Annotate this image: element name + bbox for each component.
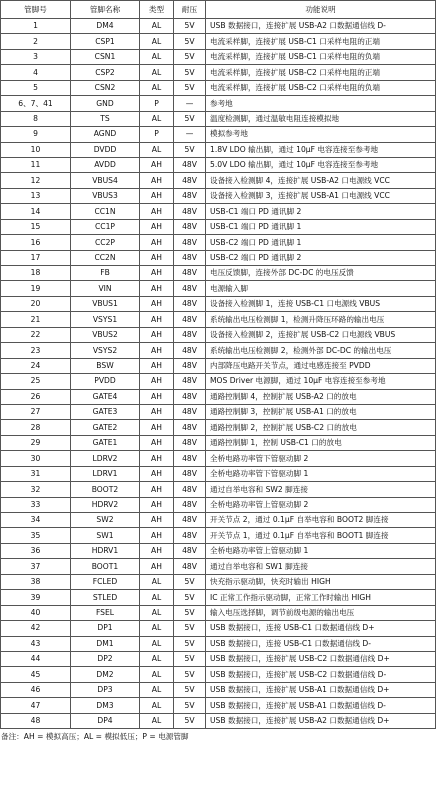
function-cell: 电流采样脚，连接扩展 USB-C1 口采样电阻的负端 xyxy=(206,49,436,64)
pin-name-cell: DM4 xyxy=(71,19,140,34)
function-cell: 5.0V LDO 输出脚，通过 10μF 电容连接至参考地 xyxy=(206,157,436,172)
function-cell: 通过自举电容和 SW2 脚连接 xyxy=(206,482,436,497)
function-cell: USB 数据接口，连接扩展 USB-C2 口数据通信线 D+ xyxy=(206,651,436,666)
pin-number-cell: 25 xyxy=(1,374,71,389)
function-cell: 全桥电路功率管上管驱动脚 2 xyxy=(206,497,436,512)
pin-name-cell: DM1 xyxy=(71,636,140,651)
pin-number-cell: 46 xyxy=(1,682,71,697)
pin-name-cell: HDRV2 xyxy=(71,497,140,512)
function-cell: USB 数据接口，连接 USB-C1 口数据通信线 D- xyxy=(206,636,436,651)
type-cell: AL xyxy=(140,651,174,666)
pin-number-cell: 38 xyxy=(1,574,71,589)
pin-number-cell: 21 xyxy=(1,312,71,327)
pin-name-cell: TS xyxy=(71,111,140,126)
pin-name-cell: VBUS1 xyxy=(71,296,140,311)
pin-name-cell: VSYS1 xyxy=(71,312,140,327)
pin-name-cell: LDRV2 xyxy=(71,451,140,466)
type-cell: AH xyxy=(140,451,174,466)
function-cell: USB-C2 端口 PD 通讯脚 2 xyxy=(206,250,436,265)
voltage-cell: 48V xyxy=(174,235,206,250)
voltage-cell: 5V xyxy=(174,65,206,80)
pin-number-cell: 26 xyxy=(1,389,71,404)
pin-number-cell: 27 xyxy=(1,404,71,419)
voltage-cell: 48V xyxy=(174,188,206,203)
function-cell: 电流采样脚，连接扩展 USB-C2 口采样电阻的负端 xyxy=(206,80,436,95)
voltage-cell: 5V xyxy=(174,49,206,64)
table-row xyxy=(1,636,436,651)
type-cell: AH xyxy=(140,513,174,528)
type-cell: AH xyxy=(140,358,174,373)
table-row xyxy=(1,142,436,157)
voltage-cell: 5V xyxy=(174,34,206,49)
voltage-cell: 48V xyxy=(174,543,206,558)
function-cell: 系统输出电压检测脚 1，检测升降压环路的输出电压 xyxy=(206,312,436,327)
type-cell: AH xyxy=(140,173,174,188)
pin-number-cell: 8 xyxy=(1,111,71,126)
type-cell: AL xyxy=(140,713,174,728)
header-voltage-rating: 耐压 xyxy=(174,1,206,19)
table-row xyxy=(1,235,436,250)
type-cell: AL xyxy=(140,698,174,713)
function-cell: 电流采样脚，连接扩展 USB-C2 口采样电阻的正端 xyxy=(206,65,436,80)
type-cell: AL xyxy=(140,34,174,49)
pin-number-cell: 48 xyxy=(1,713,71,728)
table-row xyxy=(1,574,436,589)
table-row xyxy=(1,374,436,389)
pin-name-cell: GND xyxy=(71,96,140,111)
function-cell: USB-C2 端口 PD 通讯脚 1 xyxy=(206,235,436,250)
voltage-cell: 48V xyxy=(174,528,206,543)
type-cell: AH xyxy=(140,528,174,543)
type-cell: AH xyxy=(140,219,174,234)
table-row xyxy=(1,65,436,80)
pin-name-cell: VBUS2 xyxy=(71,327,140,342)
type-cell: AH xyxy=(140,389,174,404)
pin-number-cell: 28 xyxy=(1,420,71,435)
voltage-cell: 48V xyxy=(174,312,206,327)
table-row xyxy=(1,127,436,142)
pin-number-cell: 23 xyxy=(1,343,71,358)
voltage-cell: 48V xyxy=(174,173,206,188)
table-row xyxy=(1,682,436,697)
function-cell: 通过自举电容和 SW1 脚连接 xyxy=(206,559,436,574)
function-cell: 快充指示驱动脚，快充时输出 HIGH xyxy=(206,574,436,589)
type-cell: AL xyxy=(140,636,174,651)
voltage-cell: 48V xyxy=(174,358,206,373)
table-row xyxy=(1,266,436,281)
voltage-cell: 48V xyxy=(174,389,206,404)
type-cell: AH xyxy=(140,266,174,281)
type-cell: AH xyxy=(140,343,174,358)
pin-number-cell: 32 xyxy=(1,482,71,497)
voltage-cell: 48V xyxy=(174,374,206,389)
voltage-cell: 48V xyxy=(174,513,206,528)
type-cell: AL xyxy=(140,667,174,682)
pin-name-cell: DP3 xyxy=(71,682,140,697)
function-cell: MOS Driver 电源脚，通过 10μF 电容连接至参考地 xyxy=(206,374,436,389)
table-row xyxy=(1,312,436,327)
type-cell: AL xyxy=(140,574,174,589)
type-cell: AH xyxy=(140,188,174,203)
type-cell: AH xyxy=(140,250,174,265)
pin-number-cell: 37 xyxy=(1,559,71,574)
function-cell: 设备接入检测脚 3，连接扩展 USB-A1 口电源线 VCC xyxy=(206,188,436,203)
function-cell: 通路控制脚 1，控制 USB-C1 口的放电 xyxy=(206,435,436,450)
voltage-cell: 48V xyxy=(174,157,206,172)
table-row xyxy=(1,621,436,636)
pin-name-cell: FCLED xyxy=(71,574,140,589)
type-cell: AH xyxy=(140,543,174,558)
function-cell: 通路控制脚 2，控制扩展 USB-C2 口的放电 xyxy=(206,420,436,435)
pin-name-cell: CC2N xyxy=(71,250,140,265)
pin-name-cell: CSN1 xyxy=(71,49,140,64)
function-cell: USB 数据接口，连接扩展 USB-C2 口数据通信线 D- xyxy=(206,667,436,682)
type-cell: P xyxy=(140,96,174,111)
header-pin-number: 管脚号 xyxy=(1,1,71,19)
pin-name-cell: HDRV1 xyxy=(71,543,140,558)
function-cell: USB-C1 端口 PD 通讯脚 2 xyxy=(206,204,436,219)
pin-name-cell: CC1N xyxy=(71,204,140,219)
function-cell: 模拟参考地 xyxy=(206,127,436,142)
type-cell: AH xyxy=(140,435,174,450)
type-cell: AH xyxy=(140,157,174,172)
pin-number-cell: 40 xyxy=(1,605,71,620)
type-cell: P xyxy=(140,127,174,142)
pin-number-cell: 3 xyxy=(1,49,71,64)
voltage-cell: 5V xyxy=(174,590,206,605)
table-row xyxy=(1,281,436,296)
table-row xyxy=(1,80,436,95)
type-cell: AL xyxy=(140,605,174,620)
table-row xyxy=(1,605,436,620)
pin-number-cell: 2 xyxy=(1,34,71,49)
type-cell: AH xyxy=(140,374,174,389)
pin-name-cell: AGND xyxy=(71,127,140,142)
pin-name-cell: FB xyxy=(71,266,140,281)
pin-name-cell: BOOT2 xyxy=(71,482,140,497)
pin-number-cell: 5 xyxy=(1,80,71,95)
type-cell: AL xyxy=(140,682,174,697)
voltage-cell: 48V xyxy=(174,559,206,574)
table-row xyxy=(1,651,436,666)
function-cell: 内部降压电路开关节点，通过电感连接至 PVDD xyxy=(206,358,436,373)
voltage-cell: 48V xyxy=(174,497,206,512)
voltage-cell: 48V xyxy=(174,482,206,497)
type-cell: AL xyxy=(140,590,174,605)
voltage-cell: 5V xyxy=(174,682,206,697)
table-row xyxy=(1,528,436,543)
voltage-cell: 48V xyxy=(174,404,206,419)
pin-name-cell: GATE2 xyxy=(71,420,140,435)
pin-name-cell: SW1 xyxy=(71,528,140,543)
table-row xyxy=(1,559,436,574)
voltage-cell: 48V xyxy=(174,327,206,342)
pin-name-cell: CSP2 xyxy=(71,65,140,80)
function-cell: IC 正常工作指示驱动脚，正常工作时输出 HIGH xyxy=(206,590,436,605)
function-cell: USB-C1 端口 PD 通讯脚 1 xyxy=(206,219,436,234)
voltage-cell: 5V xyxy=(174,636,206,651)
voltage-cell: 5V xyxy=(174,605,206,620)
pin-number-cell: 20 xyxy=(1,296,71,311)
pin-number-cell: 6、7、41 xyxy=(1,96,71,111)
pin-number-cell: 42 xyxy=(1,621,71,636)
function-cell: 通路控制脚 4，控制扩展 USB-A2 口的放电 xyxy=(206,389,436,404)
function-cell: USB 数据接口，连接 USB-C1 口数据通信线 D+ xyxy=(206,621,436,636)
function-cell: 1.8V LDO 输出脚，通过 10μF 电容连接至参考地 xyxy=(206,142,436,157)
voltage-cell: 5V xyxy=(174,713,206,728)
type-cell: AL xyxy=(140,621,174,636)
pin-name-cell: VBUS3 xyxy=(71,188,140,203)
table-row xyxy=(1,157,436,172)
pin-name-cell: VSYS2 xyxy=(71,343,140,358)
pin-name-cell: DM3 xyxy=(71,698,140,713)
type-cell: AH xyxy=(140,497,174,512)
type-cell: AL xyxy=(140,80,174,95)
function-cell: 全桥电路功率管下管驱动脚 1 xyxy=(206,466,436,481)
pin-number-cell: 43 xyxy=(1,636,71,651)
pin-name-cell: CSN2 xyxy=(71,80,140,95)
pin-name-cell: LDRV1 xyxy=(71,466,140,481)
pin-name-cell: SW2 xyxy=(71,513,140,528)
function-cell: 全桥电路功率管下管驱动脚 2 xyxy=(206,451,436,466)
pin-number-cell: 29 xyxy=(1,435,71,450)
pin-number-cell: 1 xyxy=(1,19,71,34)
pin-name-cell: STLED xyxy=(71,590,140,605)
voltage-cell: 48V xyxy=(174,219,206,234)
table-row xyxy=(1,34,436,49)
table-row xyxy=(1,327,436,342)
pin-name-cell: CC1P xyxy=(71,219,140,234)
function-cell: USB 数据接口，连接扩展 USB-A2 口数据通信线 D- xyxy=(206,19,436,34)
pin-name-cell: DP2 xyxy=(71,651,140,666)
function-cell: 系统输出电压检测脚 2，检测外部 DC-DC 的输出电压 xyxy=(206,343,436,358)
pin-number-cell: 24 xyxy=(1,358,71,373)
pin-name-cell: DP4 xyxy=(71,713,140,728)
table-row xyxy=(1,173,436,188)
function-cell: 通路控制脚 3，控制扩展 USB-A1 口的放电 xyxy=(206,404,436,419)
pin-name-cell: VBUS4 xyxy=(71,173,140,188)
table-row xyxy=(1,358,436,373)
function-cell: 设备接入检测脚 4，连接扩展 USB-A2 口电源线 VCC xyxy=(206,173,436,188)
pin-number-cell: 34 xyxy=(1,513,71,528)
table-row xyxy=(1,543,436,558)
table-row xyxy=(1,204,436,219)
function-cell: 开关节点 1，通过 0.1μF 自举电容和 BOOT1 脚连接 xyxy=(206,528,436,543)
pin-name-cell: PVDD xyxy=(71,374,140,389)
pin-number-cell: 45 xyxy=(1,667,71,682)
pin-number-cell: 10 xyxy=(1,142,71,157)
voltage-cell: 5V xyxy=(174,80,206,95)
function-cell: USB 数据接口，连接扩展 USB-A2 口数据通信线 D+ xyxy=(206,713,436,728)
pin-name-cell: DM2 xyxy=(71,667,140,682)
pin-number-cell: 36 xyxy=(1,543,71,558)
voltage-cell: 48V xyxy=(174,343,206,358)
type-cell: AH xyxy=(140,327,174,342)
pin-number-cell: 18 xyxy=(1,266,71,281)
pin-number-cell: 16 xyxy=(1,235,71,250)
function-cell: 电压反馈脚，连接外部 DC-DC 的电压反馈 xyxy=(206,266,436,281)
pin-name-cell: AVDD xyxy=(71,157,140,172)
pin-number-cell: 33 xyxy=(1,497,71,512)
voltage-cell: 5V xyxy=(174,651,206,666)
voltage-cell: 5V xyxy=(174,621,206,636)
pin-name-cell: CC2P xyxy=(71,235,140,250)
table-row xyxy=(1,219,436,234)
table-row xyxy=(1,296,436,311)
function-cell: 输入电压选择脚，调节前级电源的输出电压 xyxy=(206,605,436,620)
pin-name-cell: FSEL xyxy=(71,605,140,620)
pin-number-cell: 17 xyxy=(1,250,71,265)
type-cell: AL xyxy=(140,19,174,34)
voltage-cell: 48V xyxy=(174,281,206,296)
table-row xyxy=(1,49,436,64)
type-cell: AH xyxy=(140,404,174,419)
voltage-cell: 48V xyxy=(174,451,206,466)
voltage-cell: 5V xyxy=(174,667,206,682)
pin-number-cell: 44 xyxy=(1,651,71,666)
type-cell: AL xyxy=(140,49,174,64)
pin-name-cell: BSW xyxy=(71,358,140,373)
table-row xyxy=(1,466,436,481)
function-cell: 电源输入脚 xyxy=(206,281,436,296)
table-row xyxy=(1,698,436,713)
voltage-cell: 5V xyxy=(174,574,206,589)
table-row xyxy=(1,713,436,728)
table-row xyxy=(1,389,436,404)
voltage-cell: 48V xyxy=(174,420,206,435)
type-cell: AH xyxy=(140,235,174,250)
function-cell: 全桥电路功率管上管驱动脚 1 xyxy=(206,543,436,558)
pin-number-cell: 19 xyxy=(1,281,71,296)
pin-number-cell: 13 xyxy=(1,188,71,203)
pin-number-cell: 22 xyxy=(1,327,71,342)
table-row xyxy=(1,188,436,203)
pin-number-cell: 31 xyxy=(1,466,71,481)
function-cell: 设备接入检测脚 1，连接 USB-C1 口电源线 VBUS xyxy=(206,296,436,311)
table-row xyxy=(1,404,436,419)
voltage-cell: 5V xyxy=(174,698,206,713)
voltage-cell: 5V xyxy=(174,19,206,34)
table-row xyxy=(1,590,436,605)
type-cell: AH xyxy=(140,420,174,435)
type-cell: AH xyxy=(140,204,174,219)
header-pin-name: 管脚名称 xyxy=(71,1,140,19)
voltage-cell: 48V xyxy=(174,266,206,281)
type-cell: AH xyxy=(140,466,174,481)
voltage-cell: — xyxy=(174,96,206,111)
pin-number-cell: 14 xyxy=(1,204,71,219)
voltage-cell: 48V xyxy=(174,435,206,450)
type-cell: AH xyxy=(140,312,174,327)
table-row xyxy=(1,19,436,34)
table-row xyxy=(1,451,436,466)
voltage-cell: 48V xyxy=(174,466,206,481)
pin-name-cell: BOOT1 xyxy=(71,559,140,574)
function-cell: USB 数据接口，连接扩展 USB-A1 口数据通信线 D- xyxy=(206,698,436,713)
pin-number-cell: 47 xyxy=(1,698,71,713)
pin-name-cell: GATE3 xyxy=(71,404,140,419)
function-cell: 参考地 xyxy=(206,96,436,111)
table-row xyxy=(1,667,436,682)
function-cell: 设备接入检测脚 2，连接扩展 USB-C2 口电源线 VBUS xyxy=(206,327,436,342)
type-cell: AH xyxy=(140,296,174,311)
type-cell: AL xyxy=(140,111,174,126)
type-cell: AH xyxy=(140,281,174,296)
type-cell: AL xyxy=(140,65,174,80)
table-header-row xyxy=(1,1,436,19)
table-row xyxy=(1,250,436,265)
voltage-cell: 5V xyxy=(174,111,206,126)
pin-number-cell: 15 xyxy=(1,219,71,234)
type-cell: AH xyxy=(140,559,174,574)
pin-table-body xyxy=(1,19,436,729)
pin-number-cell: 35 xyxy=(1,528,71,543)
voltage-cell: 48V xyxy=(174,250,206,265)
table-row xyxy=(1,497,436,512)
function-cell: 电流采样脚，连接扩展 USB-C1 口采样电阻的正端 xyxy=(206,34,436,49)
table-row xyxy=(1,482,436,497)
pin-number-cell: 12 xyxy=(1,173,71,188)
pin-number-cell: 39 xyxy=(1,590,71,605)
pin-name-cell: DP1 xyxy=(71,621,140,636)
pin-number-cell: 9 xyxy=(1,127,71,142)
function-cell: USB 数据接口，连接扩展 USB-A1 口数据通信线 D+ xyxy=(206,682,436,697)
pin-number-cell: 30 xyxy=(1,451,71,466)
type-cell: AL xyxy=(140,142,174,157)
table-row xyxy=(1,111,436,126)
pin-name-cell: VIN xyxy=(71,281,140,296)
function-cell: 温度检测脚，通过温敏电阻连接模拟地 xyxy=(206,111,436,126)
table-row xyxy=(1,420,436,435)
pin-name-cell: DVDD xyxy=(71,142,140,157)
function-cell: 开关节点 2，通过 0.1μF 自举电容和 BOOT2 脚连接 xyxy=(206,513,436,528)
voltage-cell: — xyxy=(174,127,206,142)
pin-name-cell: GATE4 xyxy=(71,389,140,404)
pin-number-cell: 11 xyxy=(1,157,71,172)
voltage-cell: 5V xyxy=(174,142,206,157)
pin-name-cell: CSP1 xyxy=(71,34,140,49)
voltage-cell: 48V xyxy=(174,204,206,219)
header-function: 功能说明 xyxy=(206,1,436,19)
voltage-cell: 48V xyxy=(174,296,206,311)
table-row xyxy=(1,513,436,528)
table-row xyxy=(1,343,436,358)
table-row xyxy=(1,96,436,111)
table-row xyxy=(1,435,436,450)
pin-name-cell: GATE1 xyxy=(71,435,140,450)
table-footnote: 备注：AH = 模拟高压；AL = 模拟低压；P = 电源管脚 xyxy=(1,732,189,742)
header-type: 类型 xyxy=(140,1,174,19)
pin-number-cell: 4 xyxy=(1,65,71,80)
type-cell: AH xyxy=(140,482,174,497)
